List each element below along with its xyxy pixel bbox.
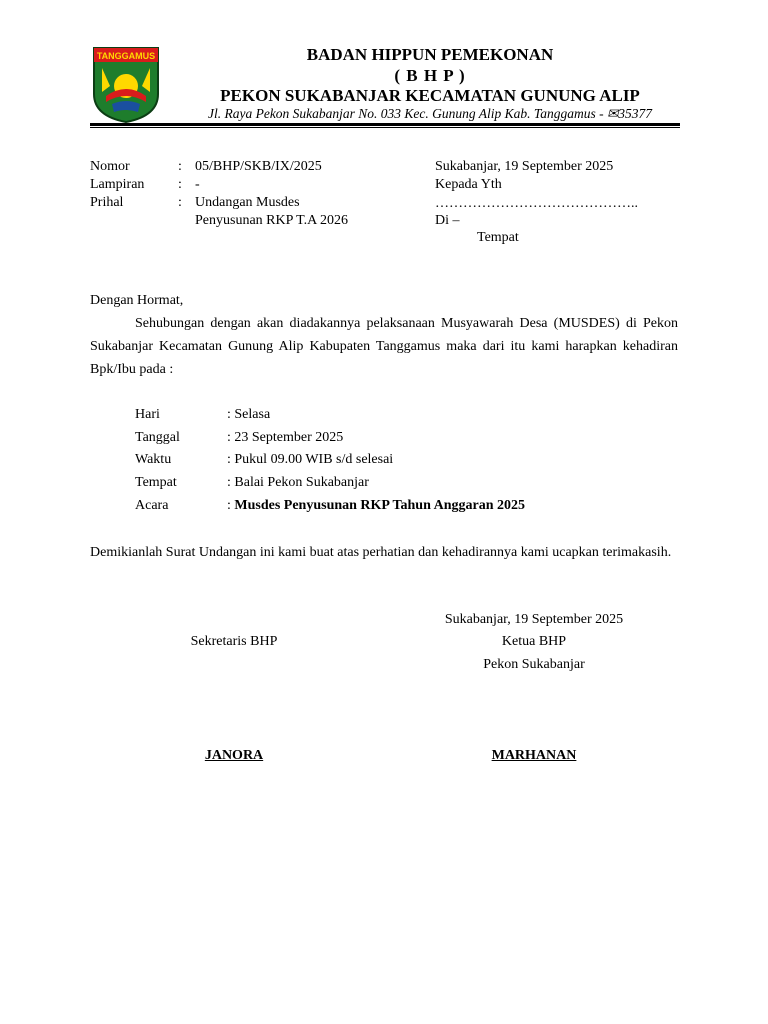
left-signatory-title: Sekretaris BHP	[190, 634, 278, 649]
event-agenda-label: Acara	[135, 498, 169, 513]
event-date-value: : 23 September 2025	[227, 430, 344, 445]
opening-paragraph: Sehubungan dengan akan diadakannya pelaksanaan Musyawarah Desa (MUSDES) di Pekon Sukabanjar Kecamatan Gunung Alip Kabupaten Tanggamus maka dari itu kami harapkan kehadiran Bpk/Ibu pada :	[90, 316, 678, 377]
letter-date: Sukabanjar, 19 September 2025	[435, 159, 614, 174]
event-agenda-value	[227, 497, 525, 515]
lampiran-colon: :	[178, 177, 182, 192]
left-signatory-name: JANORA	[204, 748, 264, 763]
recipient-dots: ……………………………………..	[435, 196, 638, 211]
event-place-label: Tempat	[135, 475, 177, 490]
event-day-value: : Selasa	[227, 407, 271, 422]
event-time-label: Waktu	[135, 452, 172, 467]
closing-paragraph: Demikianlah Surat Undangan ini kami buat atas perhatian dan kehadirannya kami ucapkan terimakasih.	[90, 545, 672, 560]
prihal-value-line1: Undangan Musdes	[195, 195, 300, 210]
event-date-label: Tanggal	[135, 430, 180, 445]
nomor-colon: :	[178, 159, 182, 174]
nomor-label: Nomor	[90, 159, 130, 174]
lampiran-label: Lampiran	[90, 177, 145, 192]
nomor-value: 05/BHP/SKB/IX/2025	[195, 159, 322, 174]
org-address: Jl. Raya Pekon Sukabanjar No. 033 Kec. Gunung Alip Kab. Tanggamus - ✉35377	[207, 106, 653, 121]
event-day-label: Hari	[135, 407, 160, 422]
letterhead-rule-thick	[90, 123, 680, 126]
prihal-value-line2: Penyusunan RKP T.A 2026	[195, 213, 348, 228]
lampiran-value: -	[195, 177, 200, 192]
org-name: BADAN HIPPUN PEMEKONAN	[306, 45, 554, 64]
right-signatory-name: MARHANAN	[491, 748, 577, 763]
event-agenda-bold: Musdes Penyusunan RKP Tahun Anggaran 2025	[234, 498, 525, 513]
recipient-to: Kepada Yth	[435, 177, 502, 192]
org-abbrev: ( B H P )	[394, 66, 466, 85]
salutation: Dengan Hormat,	[90, 293, 184, 308]
prihal-colon: :	[178, 195, 182, 210]
right-signatory-title: Ketua BHP	[501, 634, 567, 649]
logo-text: TANGGAMUS	[96, 51, 156, 61]
prihal-label: Prihal	[90, 195, 124, 210]
event-place-value: : Balai Pekon Sukabanjar	[227, 475, 369, 490]
signature-date: Sukabanjar, 19 September 2025	[444, 612, 624, 627]
tanggamus-logo	[92, 46, 160, 124]
org-location: PEKON SUKABANJAR KECAMATAN GUNUNG ALIP	[220, 86, 640, 105]
recipient-di: Di –	[435, 213, 460, 228]
right-signatory-org: Pekon Sukabanjar	[483, 657, 585, 672]
event-agenda-prefix: :	[227, 498, 235, 513]
event-time-value: : Pukul 09.00 WIB s/d selesai	[227, 452, 394, 467]
letterhead-rule-thin	[90, 127, 680, 128]
recipient-place: Tempat	[477, 230, 519, 245]
